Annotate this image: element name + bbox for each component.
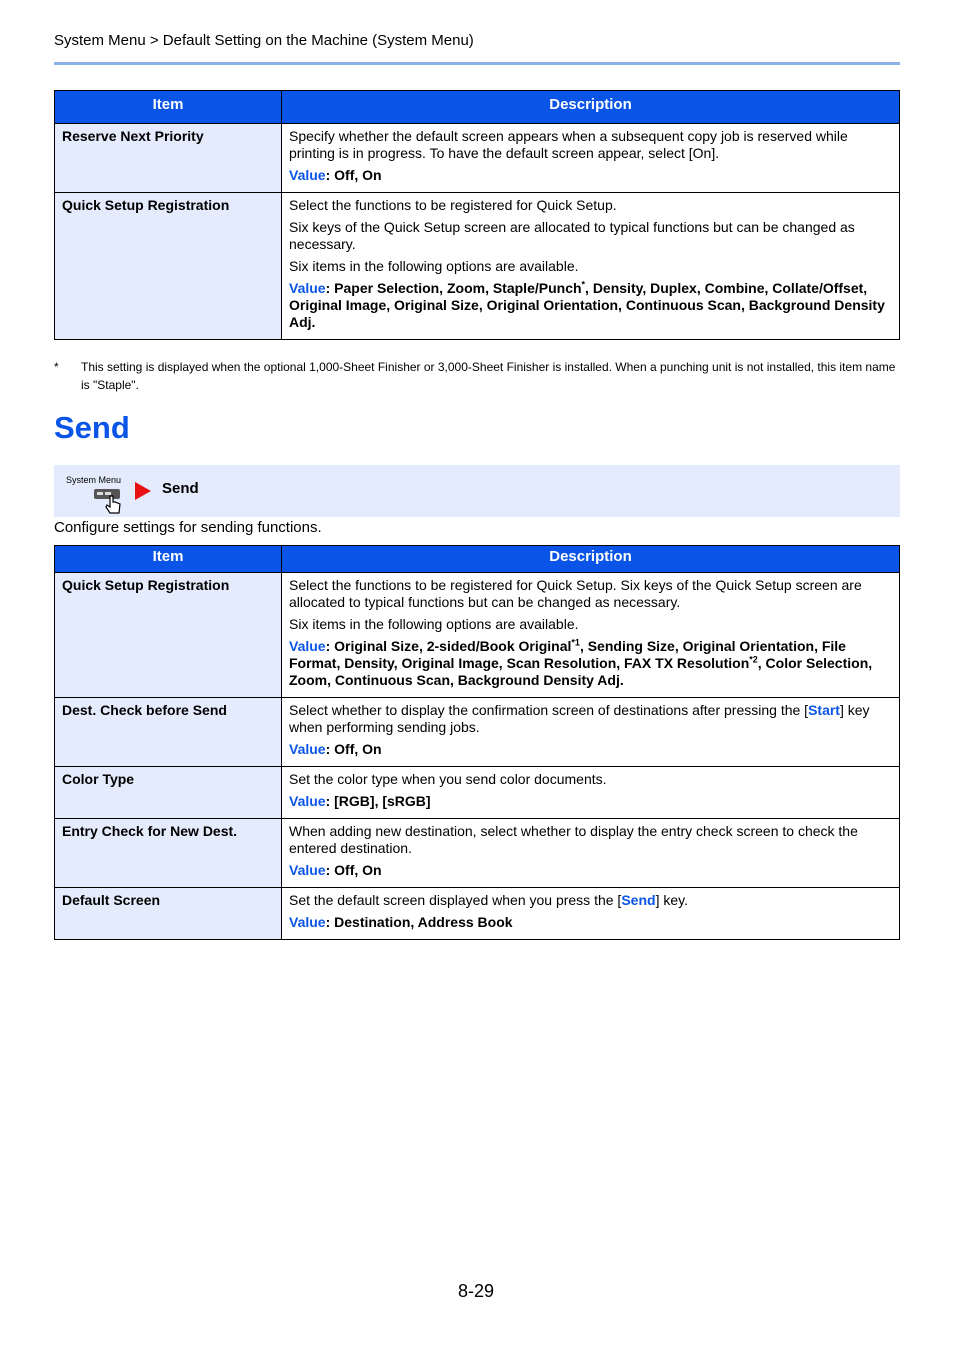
hand-pointer-icon: [94, 487, 124, 517]
value-options: : Destination, Address Book: [325, 914, 513, 930]
navigation-path: [54, 465, 900, 517]
value-label: Value: [289, 862, 326, 878]
description-text-part: Set the default screen displayed when you press the [: [289, 892, 622, 908]
value-line: [289, 914, 892, 931]
header-divider: [54, 62, 900, 65]
table-row: [55, 698, 900, 767]
description-text: [289, 892, 892, 909]
item-name: Dest. Check before Send: [55, 698, 282, 767]
description-text: Select the functions to be registered for Quick Setup. Six keys of the Quick Setup screen are allocated to typical functions but can be changed as necessary.: [289, 577, 862, 610]
item-description: [282, 819, 900, 888]
value-label: Value: [289, 638, 326, 654]
footnote-reference: *: [581, 279, 586, 290]
system-menu-key-label: System Menu: [66, 475, 122, 485]
description-text: Six items in the following options are available.: [289, 616, 579, 632]
footnote-text: This setting is displayed when the optional 1,000-Sheet Finisher or 3,000-Sheet Finisher is installed. When a punching unit is not installed, this item name is "Staple".: [81, 360, 896, 392]
table-header-row: [55, 546, 900, 573]
section-intro: Configure settings for sending functions.: [54, 519, 322, 536]
start-key-reference: Start: [808, 702, 840, 718]
table-row: [55, 888, 900, 940]
column-header-description: Description: [282, 546, 900, 573]
footnote-reference: *1: [571, 637, 580, 648]
value-options: : Original Size, 2-sided/Book Original: [325, 638, 572, 654]
value-options: : Off, On: [325, 167, 382, 183]
value-label: Value: [289, 741, 326, 757]
table-header-row: [55, 91, 900, 124]
send-key-reference: Send: [621, 892, 656, 908]
value-label: Value: [289, 914, 326, 930]
system-menu-key[interactable]: [66, 475, 126, 515]
item-description: [282, 767, 900, 819]
value-options: : Paper Selection, Zoom, Staple/Punch: [325, 280, 582, 296]
value-line: [289, 167, 892, 184]
value-line: [289, 741, 892, 758]
item-name: Quick Setup Registration: [55, 573, 282, 698]
column-header-item: Item: [55, 91, 282, 124]
section-title: Send: [54, 410, 130, 445]
item-name: Reserve Next Priority: [55, 124, 282, 193]
item-name: Default Screen: [55, 888, 282, 940]
description-text-part: Select whether to display the confirmation screen of destinations after pressing the [: [289, 702, 809, 718]
footnote-reference: *2: [749, 654, 758, 665]
value-options: : Off, On: [325, 862, 382, 878]
item-name: Quick Setup Registration: [55, 193, 282, 340]
item-description: [282, 124, 900, 193]
table-row: [55, 573, 900, 698]
description-text: When adding new destination, select whether to display the entry check screen to check the entered destination.: [289, 823, 858, 856]
description-text-part: ] key when performing sending jobs.: [289, 702, 870, 735]
right-arrow-icon: [135, 482, 151, 500]
column-header-description: Description: [282, 91, 900, 124]
item-description: [282, 573, 900, 698]
value-line: [289, 280, 892, 331]
breadcrumb: System Menu > Default Setting on the Machine (System Menu): [54, 32, 474, 49]
value-label: Value: [289, 793, 326, 809]
item-description: [282, 193, 900, 340]
description-text: Set the color type when you send color documents.: [289, 771, 607, 787]
column-header-item: Item: [55, 546, 282, 573]
value-label: Value: [289, 280, 326, 296]
settings-table-1: [54, 90, 900, 340]
value-options: , Sending Size, Original Orientation, File Format, Density, Original Image, Scan Resolution, FAX TX Resolution: [289, 638, 846, 671]
item-description: [282, 888, 900, 940]
value-line: [289, 638, 892, 689]
table-row: [55, 193, 900, 340]
page-number: 8-29: [458, 1281, 495, 1301]
description-text-part: ] key.: [655, 892, 688, 908]
description-text: Six keys of the Quick Setup screen are allocated to typical functions but can be changed as necessary.: [289, 219, 855, 252]
nav-target-label: Send: [162, 480, 199, 497]
value-options: , Color Selection, Zoom, Continuous Scan, Background Density Adj.: [289, 655, 873, 688]
value-options: : [RGB], [sRGB]: [325, 793, 431, 809]
item-name: Color Type: [55, 767, 282, 819]
table-row: [55, 124, 900, 193]
value-options: , Density, Duplex, Combine, Collate/Offset, Original Image, Original Size, Original Orientation, Continuous Scan, Background Density Adj.: [289, 280, 885, 330]
footnote: [54, 358, 900, 394]
value-label: Value: [289, 167, 326, 183]
value-line: [289, 793, 892, 810]
description-text: Six items in the following options are available.: [289, 258, 579, 274]
item-name: Entry Check for New Dest.: [55, 819, 282, 888]
item-description: [282, 698, 900, 767]
value-line: [289, 862, 892, 879]
description-text: Select the functions to be registered for Quick Setup.: [289, 197, 617, 213]
description-text: [289, 702, 892, 736]
footnote-mark: *: [54, 360, 59, 374]
table-row: [55, 767, 900, 819]
description-text: Specify whether the default screen appears when a subsequent copy job is reserved while printing is in progress. To have the default screen appear, select [On].: [289, 128, 848, 161]
table-row: [55, 819, 900, 888]
value-options: : Off, On: [325, 741, 382, 757]
settings-table-2: [54, 545, 900, 940]
